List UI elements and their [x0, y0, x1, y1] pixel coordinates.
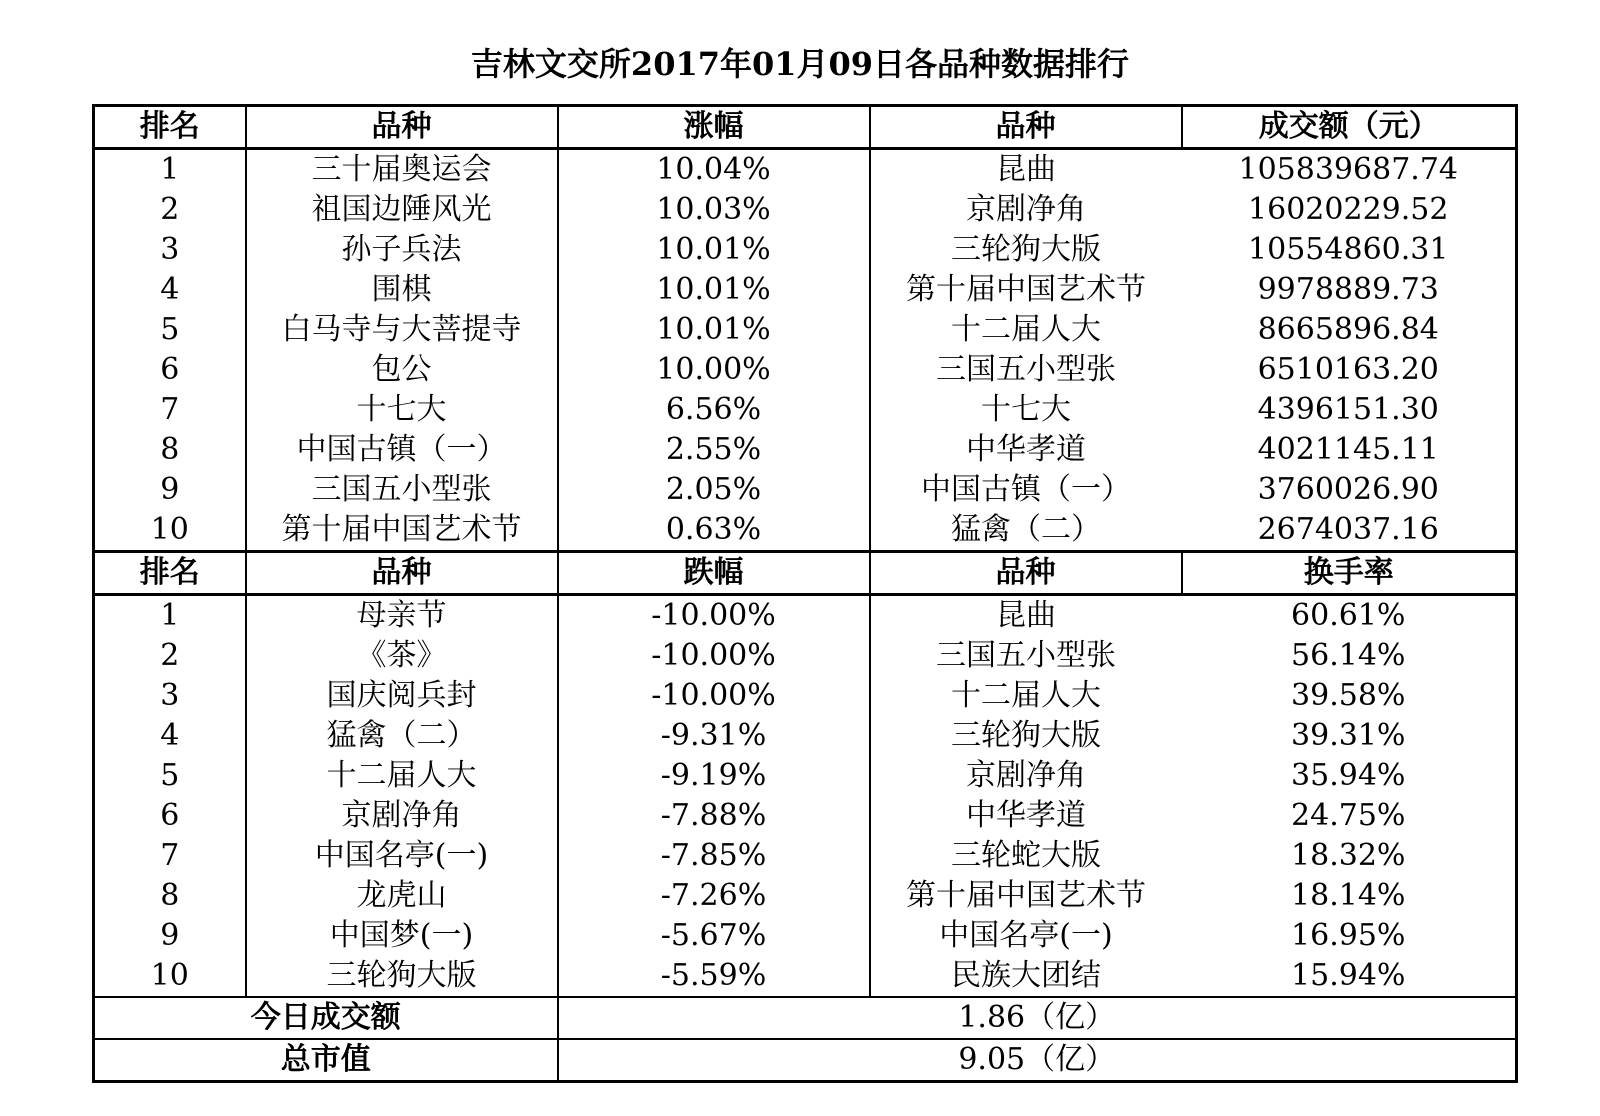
header-name1: 品种	[246, 106, 558, 149]
variety-cell: 三十届奥运会	[246, 149, 558, 191]
table-row	[94, 190, 1517, 230]
amount-cell: 4021145.11	[1182, 430, 1517, 470]
variety-cell: 三轮蛇大版	[951, 838, 1101, 873]
amount-cell: 3760026.90	[1182, 470, 1517, 510]
table-row	[94, 796, 1517, 836]
rank-cell: 8	[94, 876, 246, 916]
rank-cell: 7	[94, 836, 246, 876]
turnover-rate-cell: 18.14%	[1182, 876, 1517, 916]
rank-cell: 9	[94, 916, 246, 956]
variety-cell: 母亲节	[246, 595, 558, 637]
decline-cell: -7.26%	[558, 876, 870, 916]
table-row	[94, 149, 1517, 191]
amount-cell: 4396151.30	[1182, 390, 1517, 430]
rank-cell: 2	[94, 636, 246, 676]
summary-row-market-cap	[94, 1039, 1517, 1082]
rank-cell: 6	[94, 350, 246, 390]
table-row	[94, 230, 1517, 270]
gain-cell: 2.55%	[558, 430, 870, 470]
gain-cell: 10.01%	[558, 230, 870, 270]
decline-cell: -7.88%	[558, 796, 870, 836]
rank-cell: 2	[94, 190, 246, 230]
table-row	[94, 836, 1517, 876]
header-name1: 品种	[246, 552, 558, 595]
rank-cell: 9	[94, 470, 246, 510]
rank-cell: 3	[94, 230, 246, 270]
header-name2: 品种	[870, 106, 1182, 149]
gain-cell: 10.03%	[558, 190, 870, 230]
variety-cell: 祖国边陲风光	[246, 190, 558, 230]
variety-cell: 民族大团结	[870, 956, 1182, 997]
turnover-rate-cell: 16.95%	[1182, 916, 1517, 956]
rank-cell: 7	[94, 390, 246, 430]
turnover-rate-cell: 39.58%	[1182, 676, 1517, 716]
variety-cell: 十七大	[246, 390, 558, 430]
decline-cell: -5.59%	[558, 956, 870, 997]
rank-cell: 4	[94, 270, 246, 310]
header-gain: 涨幅	[558, 106, 870, 149]
turnover-rate-cell: 35.94%	[1182, 756, 1517, 796]
amount-cell: 16020229.52	[1182, 190, 1517, 230]
table-row	[94, 350, 1517, 390]
table-row	[94, 510, 1517, 552]
decline-cell: -9.31%	[558, 716, 870, 756]
summary-label: 总市值	[94, 1039, 558, 1082]
variety-cell: 国庆阅兵封	[246, 676, 558, 716]
gain-cell: 10.01%	[558, 310, 870, 350]
header-rank: 排名	[94, 552, 246, 595]
summary-value: 9.05（亿）	[558, 1039, 1517, 1082]
amount-cell: 6510163.20	[1182, 350, 1517, 390]
variety-cell: 中国名亭(一)	[246, 836, 558, 876]
rank-cell: 5	[94, 756, 246, 796]
table-row	[94, 470, 1517, 510]
rank-cell: 5	[94, 310, 246, 350]
variety-cell: 京剧净角	[246, 796, 558, 836]
variety-cell: 京剧净角	[966, 758, 1086, 793]
rank-cell: 6	[94, 796, 246, 836]
variety-cell: 三轮狗大版	[951, 232, 1101, 267]
decline-cell: -10.00%	[558, 636, 870, 676]
amount-cell: 105839687.74	[1182, 149, 1517, 191]
variety-cell: 猛禽（二）	[951, 512, 1101, 547]
amount-cell: 9978889.73	[1182, 270, 1517, 310]
turnover-rate-cell: 18.32%	[1182, 836, 1517, 876]
turnover-rate-cell: 56.14%	[1182, 636, 1517, 676]
variety-cell: 三轮狗大版	[951, 718, 1101, 753]
rank-cell: 1	[94, 595, 246, 637]
variety-cell: 猛禽（二）	[246, 716, 558, 756]
variety-cell: 中华孝道	[966, 798, 1086, 833]
header-decline: 跌幅	[558, 552, 870, 595]
table-row	[94, 756, 1517, 796]
summary-value: 1.86（亿）	[558, 997, 1517, 1039]
amount-cell: 8665896.84	[1182, 310, 1517, 350]
rank-cell: 4	[94, 716, 246, 756]
table-row	[94, 876, 1517, 916]
amount-cell: 2674037.16	[1182, 510, 1517, 552]
rank-cell: 8	[94, 430, 246, 470]
page-title: 吉林文交所2017年01月09日各品种数据排行	[470, 45, 1130, 83]
header-turnover-rate: 换手率	[1182, 552, 1517, 595]
table-row	[94, 390, 1517, 430]
ranking-table	[92, 104, 1518, 1083]
variety-cell: 十二届人大	[246, 756, 558, 796]
variety-cell: 三国五小型张	[936, 352, 1116, 387]
turnover-rate-cell: 15.94%	[1182, 956, 1517, 997]
gain-cell: 0.63%	[558, 510, 870, 552]
gain-cell: 10.01%	[558, 270, 870, 310]
variety-cell: 第十届中国艺术节	[246, 510, 558, 552]
decline-cell: -7.85%	[558, 836, 870, 876]
table-row	[94, 676, 1517, 716]
section1-header-row	[94, 106, 1517, 149]
table-row	[94, 310, 1517, 350]
variety-cell: 三轮狗大版	[246, 956, 558, 997]
table-row	[94, 636, 1517, 676]
variety-cell: 中国古镇（一）	[921, 472, 1131, 507]
gain-cell: 2.05%	[558, 470, 870, 510]
variety-cell: 十二届人大	[951, 678, 1101, 713]
rank-cell: 10	[94, 956, 246, 997]
rank-cell: 10	[94, 510, 246, 552]
variety-cell: 白马寺与大菩提寺	[246, 310, 558, 350]
decline-cell: -9.19%	[558, 756, 870, 796]
summary-row-daily-turnover	[94, 997, 1517, 1039]
variety-cell: 京剧净角	[966, 192, 1086, 227]
variety-cell: 围棋	[246, 270, 558, 310]
variety-cell: 包公	[246, 350, 558, 390]
variety-cell: 昆曲	[996, 152, 1056, 187]
table-row	[94, 916, 1517, 956]
gain-cell: 10.04%	[558, 149, 870, 191]
amount-cell: 10554860.31	[1182, 230, 1517, 270]
table-row	[94, 430, 1517, 470]
turnover-rate-cell: 60.61%	[1182, 595, 1517, 637]
table-row	[94, 956, 1517, 997]
variety-cell: 《茶》	[246, 636, 558, 676]
decline-cell: -5.67%	[558, 916, 870, 956]
decline-cell: -10.00%	[558, 676, 870, 716]
variety-cell: 第十届中国艺术节	[906, 878, 1146, 913]
rank-cell: 3	[94, 676, 246, 716]
summary-label: 今日成交额	[94, 997, 558, 1039]
ranking-table-body	[94, 106, 1517, 1082]
variety-cell: 三国五小型张	[936, 638, 1116, 673]
decline-cell: -10.00%	[558, 595, 870, 637]
table-row	[94, 716, 1517, 756]
rank-cell: 1	[94, 149, 246, 191]
variety-cell: 中国梦(一)	[246, 916, 558, 956]
variety-cell: 中华孝道	[966, 432, 1086, 467]
variety-cell: 三国五小型张	[246, 470, 558, 510]
variety-cell: 中国古镇（一）	[246, 430, 558, 470]
variety-cell: 孙子兵法	[246, 230, 558, 270]
variety-cell: 龙虎山	[246, 876, 558, 916]
header-rank: 排名	[94, 106, 246, 149]
variety-cell: 第十届中国艺术节	[906, 272, 1146, 307]
section2-header-row	[94, 552, 1517, 595]
header-name2: 品种	[870, 552, 1182, 595]
variety-cell: 昆曲	[996, 598, 1056, 633]
gain-cell: 10.00%	[558, 350, 870, 390]
turnover-rate-cell: 39.31%	[1182, 716, 1517, 756]
variety-cell: 十七大	[981, 392, 1071, 427]
gain-cell: 6.56%	[558, 390, 870, 430]
variety-cell: 十二届人大	[951, 312, 1101, 347]
header-turnover-amount: 成交额（元）	[1182, 106, 1517, 149]
table-row	[94, 270, 1517, 310]
variety-cell: 中国名亭(一)	[939, 918, 1113, 953]
table-row	[94, 595, 1517, 637]
turnover-rate-cell: 24.75%	[1182, 796, 1517, 836]
